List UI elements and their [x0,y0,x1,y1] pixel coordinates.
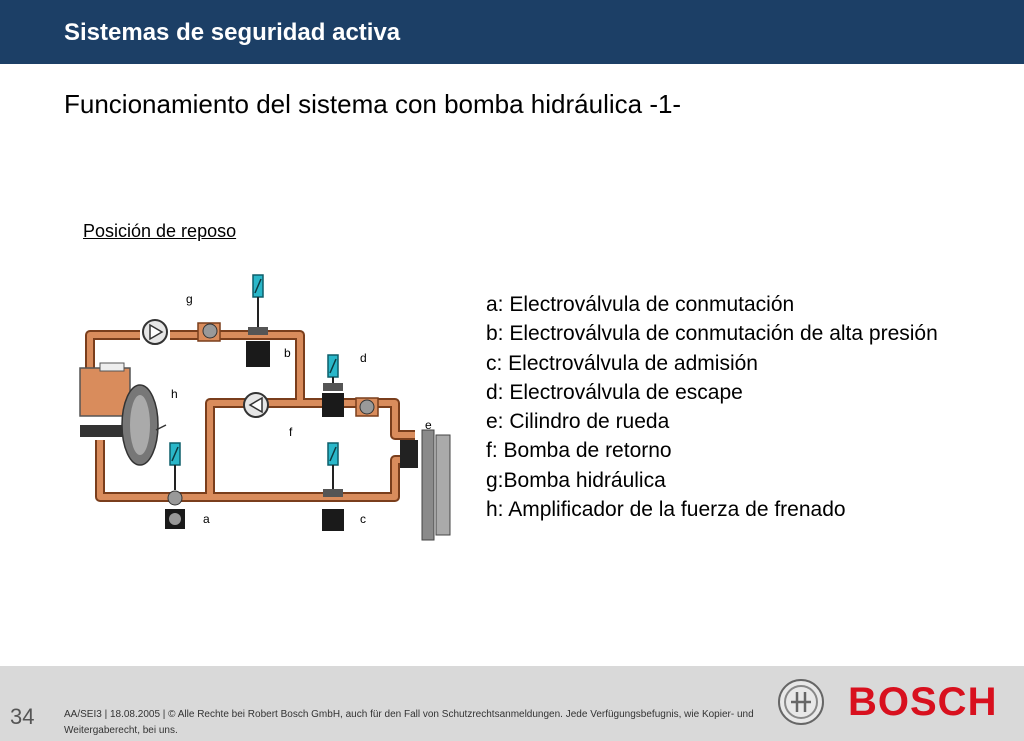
valve-a [165,443,185,529]
copyright-text: AA/SEI3 | 18.08.2005 | © Alle Rechte bei Robert Bosch GmbH, auch für den Fall von Schutzrechtsanmeldungen. Jede Verfügungsbefugnis, wie Kopier- und Weitergaberecht, bei uns. [64,709,754,736]
label-h: h [171,387,178,401]
legend-item-f: f: Bomba de retorno [486,439,672,463]
header-bar [0,0,1024,64]
valve-b [246,275,270,367]
return-pump-f [244,393,268,417]
page-number: 34 [10,704,35,729]
header-title: Sistemas de seguridad activa [64,19,401,46]
label-b: b [284,346,291,360]
legend-item-e: e: Cilindro de rueda [486,410,670,434]
label-g: g [186,292,193,306]
component-legend [486,290,938,524]
label-d: d [360,351,367,365]
label-e: e [425,418,432,432]
valve-c [322,443,344,531]
legend-item-b: b: Electroválvula de conmutación de alta presión [486,322,938,346]
slide-title: Funcionamiento del sistema con bomba hidráulica -1- [64,89,682,119]
hydraulic-pump-g [143,320,167,344]
wheel-cylinder-e [400,430,450,540]
label-f: f [289,425,293,439]
diagram-subtitle: Posición de reposo [83,221,237,241]
label-c: c [360,512,366,526]
legend-item-c: c: Electroválvula de admisión [486,351,758,375]
label-a: a [203,512,210,526]
brake-booster-h [80,363,166,465]
legend-item-g: g:Bomba hidráulica [486,468,666,492]
legend-item-h: h: Amplificador de la fuerza de frenado [486,498,846,522]
hydraulic-diagram [70,265,470,545]
valve-d [322,355,344,417]
bosch-armature-icon [777,678,825,726]
bosch-logo: BOSCH [848,680,998,724]
legend-item-d: d: Electroválvula de escape [486,380,743,404]
legend-item-a: a: Electroválvula de conmutación [486,293,795,316]
